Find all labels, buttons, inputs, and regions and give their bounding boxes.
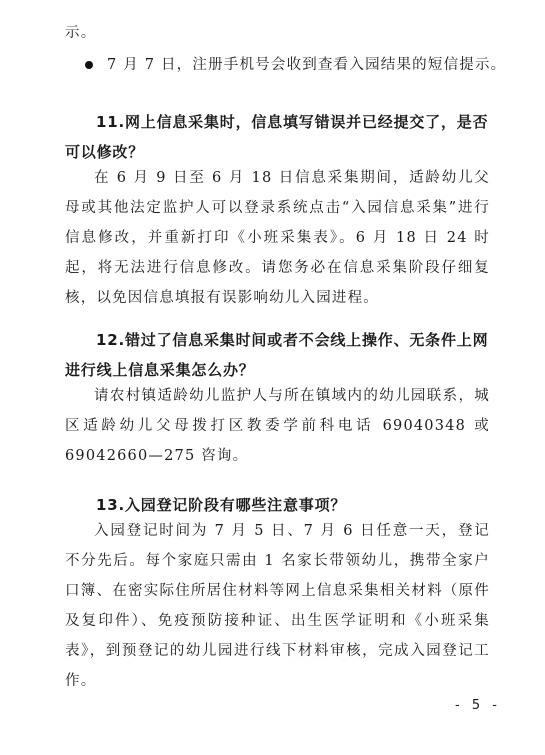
section-12-body: 请农村镇适龄幼儿监护人与所在镇域内的幼儿园联系，城区适龄幼儿父母拨打区教委学前科电话 69040348 或 69042660—275 咨询。 <box>65 388 490 464</box>
section-13-heading: 13.入园登记阶段有哪些注意事项？ <box>96 496 347 514</box>
continued-text: 示。 <box>65 25 97 41</box>
section-11-heading-line1: 11.网上信息采集时，信息填写错误并已经提交了，是否 <box>96 113 489 131</box>
page-number: - 5 - <box>455 698 501 713</box>
section-12-heading-line1: 12.错过了信息采集时间或者不会线上操作、无条件上网 <box>96 331 489 349</box>
section-13-body: 入园登记时间为 7 月 5 日、7 月 6 日任意一天，登记不分先后。每个家庭只需由 1 名家长带领幼儿，携带全家户口簿、在密实际住所居住材料等网上信息采集相关材料（原件及复印件）、免疫预防接种证、出生医学证明和《小班采集表》，到预登记的幼儿园进行线下材料审核，完成入园登记工作。 <box>65 523 490 689</box>
bullet-icon <box>85 61 93 69</box>
section-11-body: 在 6 月 9 日至 6 月 18 日信息采集期间，适龄幼儿父母或其他法定监护人可以登录系统点击“入园信息采集”进行信息修改，并重新打印《小班采集表》。6 月 18 日 24 时起，将无法进行信息修改。请您务必在信息采集阶段仔细复核，以免因信息填报有误影响幼儿入园进程。 <box>65 170 490 306</box>
section-11-heading-line2: 可以修改？ <box>65 143 145 161</box>
section-12-heading-line2: 进行线上信息采集怎么办？ <box>65 361 255 379</box>
bullet-text: 7 月 7 日，注册手机号会收到查看入园结果的短信提示。 <box>107 57 507 73</box>
bullet-item <box>85 50 505 80</box>
